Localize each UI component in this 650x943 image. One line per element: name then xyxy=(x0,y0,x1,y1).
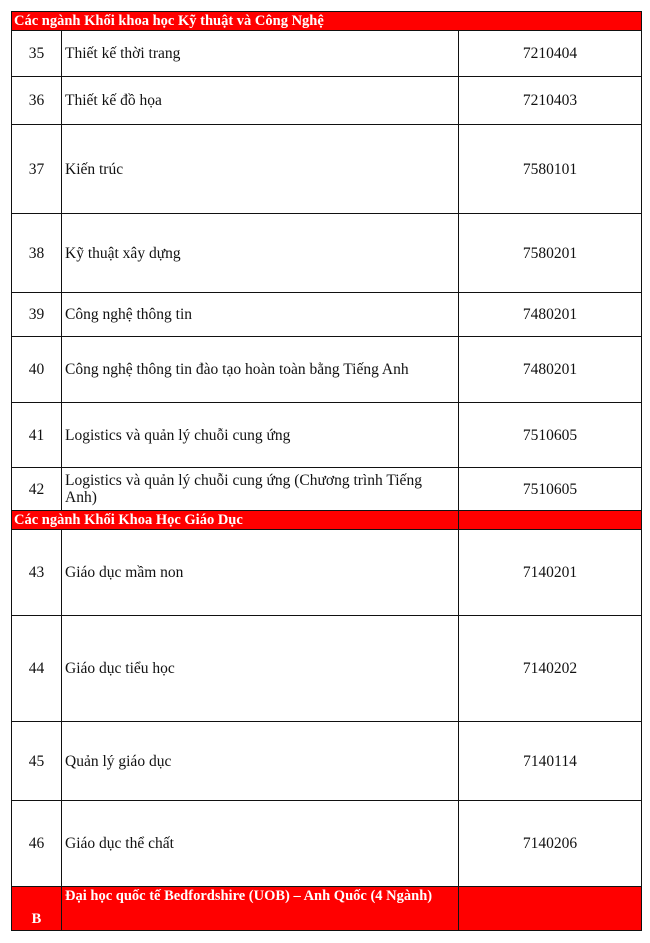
university-section-row xyxy=(12,887,642,931)
major-code: 7140114 xyxy=(459,722,642,801)
major-name: Kỹ thuật xây dựng xyxy=(62,214,459,293)
section-title: Các ngành Khối khoa học Kỹ thuật và Công Nghệ xyxy=(12,12,642,31)
row-number: 36 xyxy=(12,77,62,125)
table-row xyxy=(12,337,642,403)
major-name: Quản lý giáo dục xyxy=(62,722,459,801)
row-number: 46 xyxy=(12,801,62,887)
major-code: 7480201 xyxy=(459,293,642,337)
major-name: Giáo dục tiểu học xyxy=(62,616,459,722)
major-name: Kiến trúc xyxy=(62,125,459,214)
table-row xyxy=(12,468,642,511)
major-code xyxy=(459,887,642,931)
row-number: 37 xyxy=(12,125,62,214)
major-code: 7140206 xyxy=(459,801,642,887)
major-name: Giáo dục mầm non xyxy=(62,530,459,616)
major-code: 7140202 xyxy=(459,616,642,722)
major-code: 7140201 xyxy=(459,530,642,616)
table-row xyxy=(12,125,642,214)
major-name: Logistics và quản lý chuỗi cung ứng xyxy=(62,403,459,468)
major-name: Công nghệ thông tin xyxy=(62,293,459,337)
row-number: 40 xyxy=(12,337,62,403)
major-name: Giáo dục thể chất xyxy=(62,801,459,887)
section-header-education xyxy=(12,511,642,530)
row-number: 41 xyxy=(12,403,62,468)
major-name: Công nghệ thông tin đào tạo hoàn toàn bằng Tiếng Anh xyxy=(62,337,459,403)
row-number: B xyxy=(12,887,62,931)
row-number: 39 xyxy=(12,293,62,337)
table-row xyxy=(12,214,642,293)
university-title: Đại học quốc tế Bedfordshire (UOB) – Anh Quốc (4 Ngành) xyxy=(62,887,459,931)
table-row xyxy=(12,293,642,337)
table-row xyxy=(12,77,642,125)
major-name: Thiết kế đồ họa xyxy=(62,77,459,125)
row-number: 43 xyxy=(12,530,62,616)
major-name: Thiết kế thời trang xyxy=(62,31,459,77)
major-code: 7510605 xyxy=(459,468,642,511)
table-row xyxy=(12,722,642,801)
major-name: Logistics và quản lý chuỗi cung ứng (Chương trình Tiếng Anh) xyxy=(62,468,459,511)
table-row xyxy=(12,31,642,77)
row-number: 38 xyxy=(12,214,62,293)
section-header-engineering xyxy=(12,12,642,31)
section-header-empty-cell xyxy=(459,511,642,530)
major-code: 7210403 xyxy=(459,77,642,125)
major-code: 7580201 xyxy=(459,214,642,293)
table-row xyxy=(12,530,642,616)
table-row xyxy=(12,403,642,468)
section-title: Các ngành Khối Khoa Học Giáo Dục xyxy=(12,511,459,530)
table-row xyxy=(12,801,642,887)
major-code: 7580101 xyxy=(459,125,642,214)
row-number: 44 xyxy=(12,616,62,722)
row-number: 35 xyxy=(12,31,62,77)
major-code: 7210404 xyxy=(459,31,642,77)
row-number: 42 xyxy=(12,468,62,511)
major-code: 7480201 xyxy=(459,337,642,403)
majors-table xyxy=(11,11,642,931)
major-code: 7510605 xyxy=(459,403,642,468)
table-row xyxy=(12,616,642,722)
row-number: 45 xyxy=(12,722,62,801)
